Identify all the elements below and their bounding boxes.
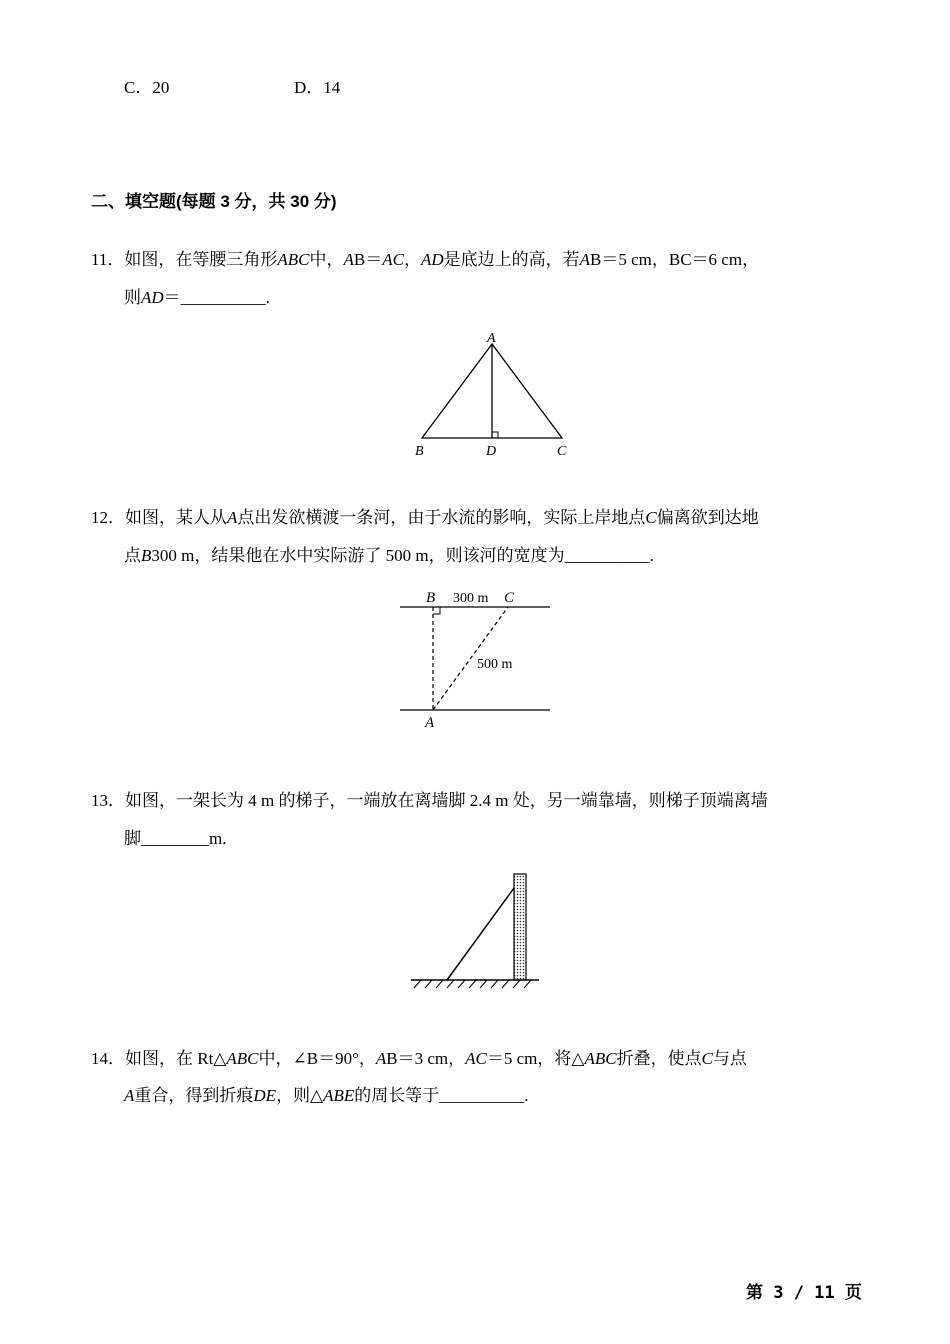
wall xyxy=(514,874,526,980)
q12-text: 300 m，结果他在水中实际游了 500 m，则该河的宽度为__________. xyxy=(151,546,654,565)
q13-text: 脚________m. xyxy=(124,829,227,848)
q14-text: 重合，得到折痕 xyxy=(134,1086,254,1105)
q14-line2 xyxy=(124,1085,529,1107)
q11-var: AD xyxy=(420,250,444,269)
q11-number: 11． xyxy=(91,250,125,269)
q12-text: 如图，某人从 xyxy=(125,508,227,527)
q14-text: ＝5 cm，将△ xyxy=(486,1049,585,1068)
label-b: B xyxy=(426,590,436,606)
q11-text: B＝ xyxy=(353,250,383,269)
q11-line1 xyxy=(91,249,759,271)
q14-var: AC xyxy=(465,1049,487,1068)
q13-number: 13． xyxy=(91,791,125,810)
option-c-value: 20 xyxy=(152,78,170,97)
q11-text: 是底边上的高，若 xyxy=(443,250,580,269)
option-c-letter: C． xyxy=(124,78,153,97)
label-a: A xyxy=(425,715,435,731)
label-d: D xyxy=(486,444,497,459)
label-300m: 300 m xyxy=(453,591,489,606)
right-angle-mark xyxy=(492,432,498,438)
section-title: 二、填空题(每题 3 分，共 30 分) xyxy=(91,192,337,211)
q14-var: ABE xyxy=(323,1086,355,1105)
q14-text: B＝3 cm， xyxy=(386,1049,466,1068)
q14-number: 14． xyxy=(91,1049,125,1068)
option-c xyxy=(124,77,169,99)
ladder xyxy=(447,888,514,980)
q14-var: A xyxy=(124,1086,135,1105)
q14-text: 与点 xyxy=(712,1049,747,1068)
label-c: C xyxy=(557,444,567,459)
q12-text: 点出发欲横渡一条河，由于水流的影响，实际上岸地点 xyxy=(237,508,646,527)
q14-text: ，则△ xyxy=(276,1086,324,1105)
q11-var: AD xyxy=(141,288,164,307)
q11-text: B＝5 cm，BC＝6 cm， xyxy=(590,250,760,269)
q14-var: ABC xyxy=(584,1049,617,1068)
q12-line2 xyxy=(124,545,654,567)
option-d xyxy=(294,77,340,99)
q14-var: C xyxy=(701,1049,713,1068)
option-d-letter: D． xyxy=(294,78,324,97)
q11-var: ABC xyxy=(277,250,310,269)
q14-text: 中，∠B＝90°， xyxy=(258,1049,376,1068)
q14-text: 折叠，使点 xyxy=(616,1049,702,1068)
q12-var: A xyxy=(227,508,238,527)
option-d-value: 14 xyxy=(323,78,341,97)
right-angle-mark xyxy=(433,607,440,614)
q14-var: A xyxy=(375,1049,387,1068)
q12-text: 偏离欲到达地 xyxy=(656,508,759,527)
q12-var: C xyxy=(645,508,657,527)
q11-figure-triangle xyxy=(405,328,585,463)
q11-var: AC xyxy=(382,250,404,269)
q11-var: A xyxy=(343,250,354,269)
label-b: B xyxy=(415,444,424,459)
q11-line2 xyxy=(124,287,270,309)
q11-blank: ＝__________. xyxy=(163,288,270,307)
q12-figure-river xyxy=(395,585,555,733)
q11-text: ， xyxy=(403,250,421,269)
q11-var: A xyxy=(579,250,591,269)
q13-text: 如图，一架长为 4 m 的梯子，一端放在离墙脚 2.4 m 处，另一端靠墙，则梯子顶端离墙 xyxy=(125,791,768,810)
q13-figure-ladder xyxy=(405,866,550,994)
label-500m: 500 m xyxy=(477,657,513,672)
q12-text: 点 xyxy=(124,546,141,565)
q11-text: 则 xyxy=(124,288,141,307)
page-number: 第 3 / 11 页 xyxy=(746,1283,862,1303)
label-a: A xyxy=(487,331,496,346)
q12-var: B xyxy=(141,546,152,565)
q14-line1 xyxy=(91,1048,747,1070)
q14-var: DE xyxy=(253,1086,277,1105)
label-c: C xyxy=(504,590,515,606)
q12-number: 12． xyxy=(91,508,125,527)
q12-line1 xyxy=(91,507,759,529)
q11-text: 中， xyxy=(309,250,344,269)
q14-text: 如图，在 Rt△ xyxy=(125,1049,227,1068)
q14-var: ABC xyxy=(226,1049,259,1068)
q11-text: 如图，在等腰三角形 xyxy=(124,250,278,269)
q14-text: 的周长等于__________. xyxy=(354,1086,529,1105)
ground-hatching xyxy=(414,980,531,988)
q13-line2 xyxy=(124,828,226,850)
q13-line1 xyxy=(91,790,768,812)
